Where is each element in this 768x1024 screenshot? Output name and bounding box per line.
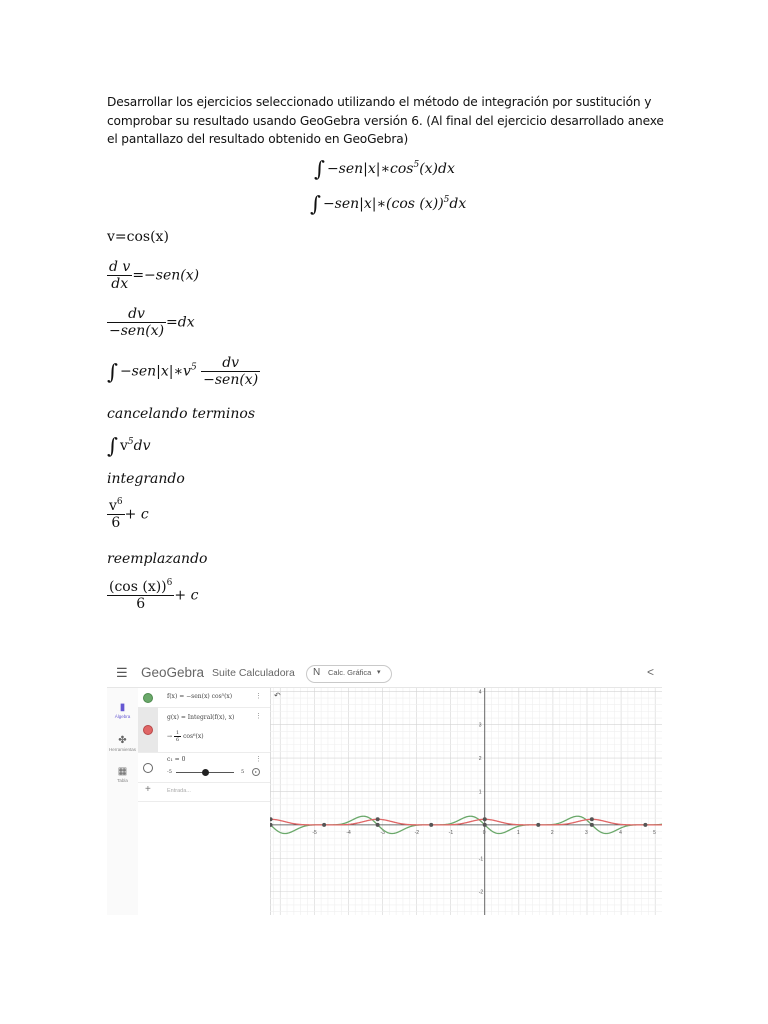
undo-icon[interactable]: ↶ [274,691,281,700]
add-icon[interactable]: + [145,784,151,795]
integrating-label: integrando [107,471,185,487]
x-tick-label: 5 [653,829,656,836]
geogebra-window [107,660,662,915]
antiderivative-fraction: $\frac{v^6}{6}$ [109,497,123,531]
graphics-view[interactable] [270,688,662,915]
slider-expression[interactable]: c₁ = 0 [167,756,186,763]
calculator-icon: ▮ [119,702,126,713]
max-point [590,817,594,821]
algebra-row-f[interactable] [138,688,270,708]
root-point [590,823,594,827]
x-tick-label: 3 [585,829,588,836]
x-tick-label: -3 [380,829,385,836]
grid [270,688,662,915]
play-icon[interactable]: ▸ [252,768,260,776]
y-tick-label: -2 [478,889,484,896]
root-point [376,823,380,827]
slider-max: 5 [241,769,245,775]
antiderivative-line: $\frac{v^6}{6}$ + c [109,497,149,531]
sidebar-item-table[interactable] [107,766,138,783]
algebra-input-row[interactable] [138,782,270,802]
y-tick-label: -1 [478,856,484,863]
x-tick-label: -4 [346,829,351,836]
kebab-menu-icon[interactable]: ⋮ [255,756,262,763]
menu-icon[interactable]: ☰ [116,665,128,680]
final-result-fraction: $\frac{(\cos (x))^6}{6}$ [109,578,173,612]
expression-g[interactable]: g(x) = Integral(f(x), x) [167,714,235,721]
algebra-row-g[interactable] [138,707,270,753]
x-tick-label: -2 [414,829,420,836]
app-mode-label: Calc. Gráfica [328,668,372,677]
geogebra-toolbar [107,660,662,688]
root-point [536,823,540,827]
x-tick-label: 4 [619,829,622,836]
visibility-toggle-g[interactable] [143,725,153,735]
visibility-toggle-slider[interactable] [143,763,153,773]
axes [270,688,662,915]
table-icon: ▦ [117,766,128,777]
slider-handle[interactable] [202,769,209,776]
x-tick-label: -1 [448,829,454,836]
suite-title: Suite Calculadora [212,667,295,679]
max-point [483,817,487,821]
y-tick-label: 2 [478,756,482,763]
app-mode-selector[interactable] [306,665,392,683]
final-result-line: $\frac{(\cos (x))^6}{6}$ + c [109,578,199,612]
replace-label: reemplazando [107,551,208,567]
slider-min: -5 [167,769,172,775]
integral-line-1: ∫ $-sen|x|∗\cos^5(x)dx$ [314,157,455,181]
sidebar-item-algebra[interactable] [107,702,138,719]
x-tick-label: 2 [550,829,554,836]
root-point [322,823,326,827]
derivative-fraction: $\frac{\text{d v}}{dx}$ [109,259,131,292]
visibility-toggle-f[interactable] [143,693,153,703]
x-tick-label: 1 [516,829,520,836]
sidebar-item-tools[interactable] [107,735,138,752]
curve-g[interactable] [270,819,662,825]
integral-line-2: ∫ −sen|x|∗(cos (x))$^5$dx [310,192,467,216]
x-tick-label: -5 [312,829,317,836]
kebab-menu-icon[interactable]: ⋮ [255,713,262,720]
graphing-icon: N [313,667,321,678]
expression-g-result: → $\frac{1}{6}$ cos⁶(x) [167,730,204,743]
root-point [483,823,487,827]
dx-line: $\frac{dv}{\text{−sen(x)}}$ =dx [109,306,195,339]
y-tick-label: 3 [478,722,482,729]
sidebar-item-label: Herramientas [108,747,136,752]
algebra-row-slider[interactable] [138,752,270,783]
max-point [376,817,380,821]
kebab-menu-icon[interactable]: ⋮ [255,693,262,700]
algebra-view [138,688,271,915]
x-tick-label: 0 [482,829,486,836]
share-icon[interactable]: < [647,665,655,679]
y-tick-label: 1 [478,789,482,796]
geogebra-logo: GeoGebra [141,665,205,680]
simplified-integral-line: ∫ $v^5dv$ [107,434,151,458]
substitution-line: v=cos(x) [107,229,169,245]
expression-f[interactable]: f(x) = −sen(x) cos⁵(x) [167,693,233,700]
cancel-label: cancelando terminos [107,406,255,422]
instructions-paragraph: Desarrollar los ejercicios seleccionado utilizando el método de integración por sustitución y comprobar su resultado usando GeoGebra versión 6. (Al final del ejercicio desarrollado anexe el pantallazo del resultado obtenido en GeoGebra) [107,95,664,146]
sidebar-item-label: Álgebra [114,714,131,719]
sidebar-item-label: Tabla [117,778,128,783]
substituted-fraction: $\frac{dv}{\text{−sen(x)}}$ [203,355,259,388]
tools-icon: ✤ [118,735,127,746]
root-point [643,823,647,827]
substituted-integral-line: ∫ $-sen|x|∗v^5$ $\frac{dv}{\text{−sen(x)}}$ [107,355,259,388]
input-field[interactable]: Entrada... [167,788,191,794]
derivative-line: $\frac{\text{d v}}{dx}$ =−sen(x) [109,259,200,292]
dx-fraction: $\frac{dv}{\text{−sen(x)}}$ [109,306,165,339]
y-tick-label: 4 [478,689,482,696]
chevron-down-icon: ▾ [377,669,381,676]
view-sidebar [107,688,139,915]
root-point [429,823,433,827]
